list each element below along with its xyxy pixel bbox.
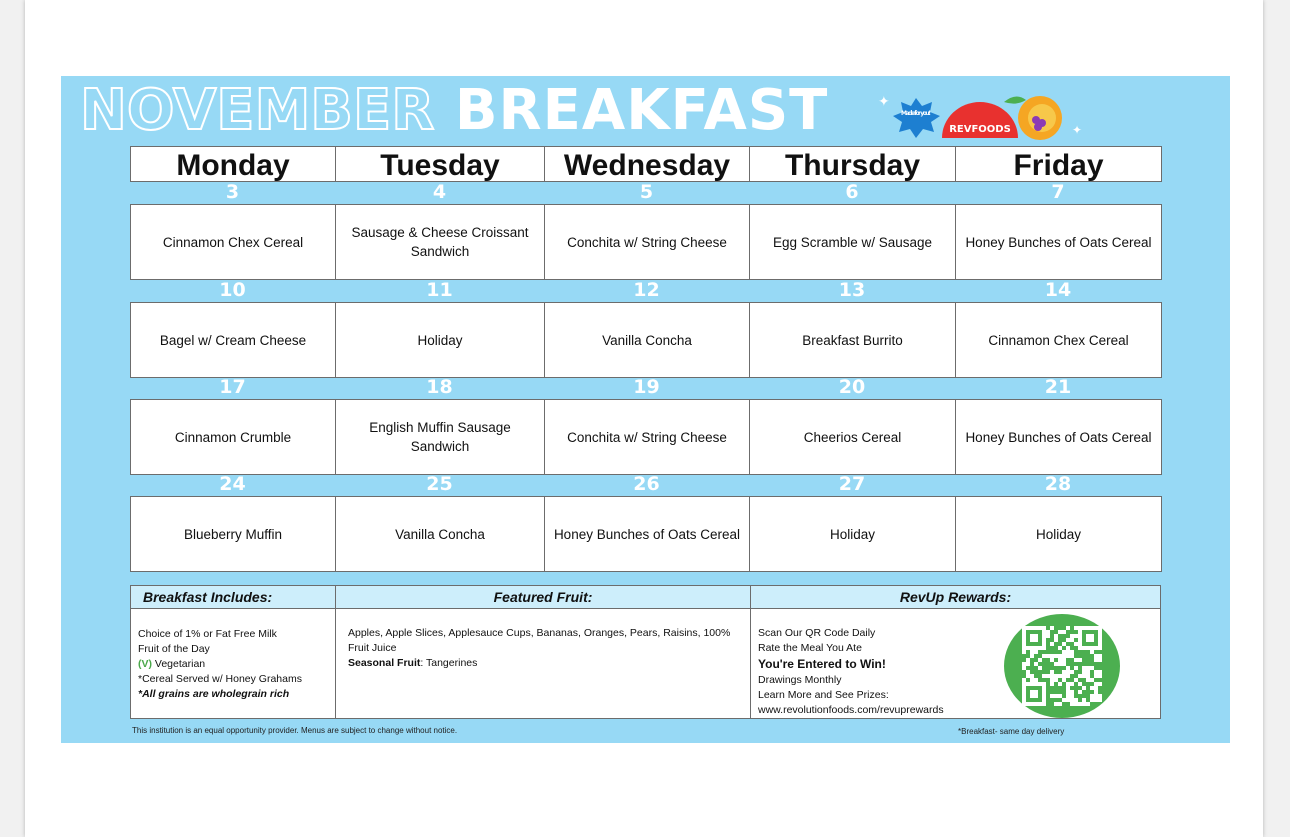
menu-item: Conchita w/ String Cheese	[544, 204, 750, 280]
footer-delivery-note: *Breakfast- same day delivery	[958, 727, 1065, 736]
day-header-friday: Friday	[955, 146, 1162, 182]
includes-line-milk: Choice of 1% or Fat Free Milk	[138, 628, 277, 640]
day-header-thursday: Thursday	[749, 146, 956, 182]
title-meal: BREAKFAST	[454, 78, 829, 143]
date-number: 21	[1044, 376, 1072, 398]
svg-text:✦: ✦	[878, 94, 890, 110]
date-number: 17	[219, 376, 246, 398]
includes-line-cereal: *Cereal Served w/ Honey Grahams	[138, 673, 302, 685]
vegetarian-label: Vegetarian	[154, 658, 206, 670]
menu-item: Holiday	[955, 496, 1162, 572]
day-header-tuesday: Tuesday	[335, 146, 545, 182]
menu-item: English Muffin Sausage Sandwich	[335, 399, 545, 475]
date-number: 11	[426, 279, 453, 301]
footer-disclaimer: This institution is an equal opportunity provider. Menus are subject to change without notice.	[132, 726, 458, 735]
menu-item: Cinnamon Crumble	[130, 399, 336, 475]
menu-item: Conchita w/ String Cheese	[544, 399, 750, 475]
menu-item: Sausage & Cheese Croissant Sandwich	[335, 204, 545, 280]
date-number: 13	[838, 279, 866, 301]
date-number: 27	[838, 473, 866, 495]
logo-brand: REVFOODS	[949, 124, 1011, 135]
rewards-line-rate: Rate the Meal You Ate	[758, 642, 862, 654]
date-number: 6	[845, 181, 859, 203]
menu-item: Vanilla Concha	[544, 302, 750, 378]
menu-item: Honey Bunches of Oats Cereal	[955, 399, 1162, 475]
includes-line-vegetarian	[138, 657, 335, 672]
includes-panel	[130, 608, 336, 719]
day-header-monday: Monday	[130, 146, 336, 182]
menu-item: Cheerios Cereal	[749, 399, 956, 475]
menu-item: Bagel w/ Cream Cheese	[130, 302, 336, 378]
vegetarian-mark: (V)	[138, 658, 152, 670]
qr-code-icon[interactable]	[1003, 613, 1121, 719]
menu-item: Holiday	[335, 302, 545, 378]
seasonal-value: : Tangerines	[420, 657, 478, 669]
rewards-line-win: You're Entered to Win!	[758, 657, 886, 671]
date-number: 5	[639, 181, 654, 203]
menu-item: Holiday	[749, 496, 956, 572]
fruit-panel	[335, 608, 751, 719]
menu-item: Honey Bunches of Oats Cereal	[955, 204, 1162, 280]
revfoods-logo	[876, 92, 1086, 144]
date-number: 14	[1044, 279, 1072, 301]
seasonal-label: Seasonal Fruit	[348, 657, 421, 669]
includes-heading: Breakfast Includes:	[130, 585, 336, 609]
menu-item: Blueberry Muffin	[130, 496, 336, 572]
includes-line-fruit: Fruit of the Day	[138, 643, 210, 655]
menu-item: Cinnamon Chex Cereal	[130, 204, 336, 280]
date-number: 24	[219, 473, 246, 495]
date-number: 20	[838, 376, 866, 398]
date-number: 18	[426, 376, 453, 398]
rewards-line-learn: Learn More and See Prizes:	[758, 689, 889, 701]
date-number: 25	[426, 473, 453, 495]
menu-item: Vanilla Concha	[335, 496, 545, 572]
date-number: 4	[432, 181, 447, 203]
rewards-line-scan: Scan Our QR Code Daily	[758, 627, 876, 639]
includes-line-grains: *All grains are wholegrain rich	[138, 688, 290, 700]
svg-text:✦: ✦	[1072, 123, 1083, 137]
date-number: 10	[219, 279, 246, 301]
fruit-heading: Featured Fruit:	[335, 585, 751, 609]
day-header-wednesday: Wednesday	[544, 146, 750, 182]
logo-badge-text: Made for you!	[901, 110, 931, 117]
menu-title	[80, 80, 828, 142]
seasonal-fruit	[348, 656, 734, 671]
date-number: 12	[633, 279, 660, 301]
fruit-list: Apples, Apple Slices, Applesauce Cups, Bananas, Oranges, Pears, Raisins, 100% Fruit Juice	[348, 627, 731, 654]
menu-item: Cinnamon Chex Cereal	[955, 302, 1162, 378]
menu-item: Breakfast Burrito	[749, 302, 956, 378]
rewards-line-drawings: Drawings Monthly	[758, 674, 842, 686]
rewards-link[interactable]: www.revolutionfoods.com/revuprewards	[758, 704, 944, 716]
date-number: 19	[633, 376, 660, 398]
rewards-heading: RevUp Rewards:	[750, 585, 1161, 609]
title-month: NOVEMBER	[80, 78, 435, 143]
date-number: 26	[633, 473, 660, 495]
menu-item: Egg Scramble w/ Sausage	[749, 204, 956, 280]
date-number: 28	[1044, 473, 1072, 495]
menu-item: Honey Bunches of Oats Cereal	[544, 496, 750, 572]
date-number: 3	[225, 181, 240, 203]
date-number: 7	[1051, 181, 1065, 203]
